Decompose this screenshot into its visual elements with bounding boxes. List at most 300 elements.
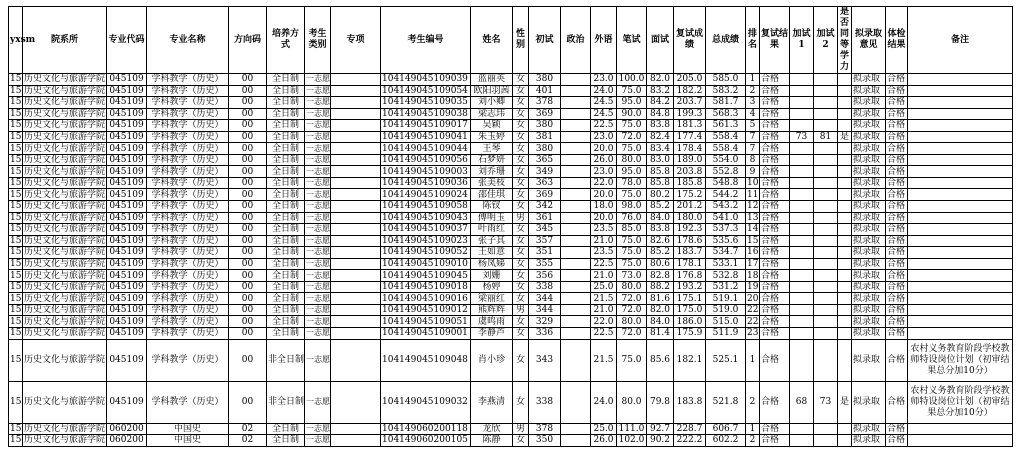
extra-test-2-cell [814,166,838,178]
admission-opinion-cell: 拟录取 [852,212,886,224]
physical-exam-cell: 合格 [886,270,908,282]
name-cell: 吴颖 [471,120,513,132]
yxsm-cell: 15 [10,189,22,200]
written-score-cell: 72.0 [617,131,647,143]
admission-opinion-cell: 拟录取 [852,339,886,381]
equivalent-degree-cell [838,270,852,282]
equivalent-degree-cell [838,224,852,236]
retest-result-cell: 合格 [760,166,790,178]
retest-score-cell: 178.6 [674,235,706,247]
department-cell: 历史文化与旅游学院 [24,259,106,270]
yxsm-cell: 15 [9,339,23,381]
name-cell: 梁志玮 [471,108,513,120]
direction-code-cell: 00 [229,131,267,143]
major-name-cell: 学科教学（历史） [147,201,229,213]
header-cell: 方向码 [229,7,267,74]
special-program-cell [331,143,381,155]
preliminary-score-cell: 378 [529,423,561,435]
extra-test-1-cell [790,235,814,247]
yxsm-cell: 15 [10,97,22,108]
major-name-cell: 学科教学（历史） [147,154,229,166]
admission-results-sheet [8,6,1012,447]
remarks-cell: 农村义务教育阶段学校教师特设岗位计划（初审结果总分加10分） [908,381,1013,423]
interview-score-cell: 90.2 [647,435,674,447]
candidate-id-cell: 104149045109041 [381,131,471,143]
retest-score-cell: 178.4 [674,143,706,155]
candidate-type-cell: 一志愿 [306,212,330,222]
physical-exam-cell: 合格 [886,97,908,109]
equivalent-degree-cell: 是 [838,131,852,143]
study-mode-cell: 全日制 [267,120,305,132]
equivalent-degree-cell [838,247,852,259]
candidate-type-cell: 一志愿 [306,282,330,292]
direction-code-cell: 00 [229,316,267,328]
retest-result-cell: 合格 [760,339,790,381]
candidate-id-cell: 104149060200118 [381,423,471,435]
study-mode-cell: 全日制 [267,224,305,236]
extra-test-1-cell [790,212,814,224]
yxsm-cell: 15 [10,143,22,154]
candidate-type-cell: 一志愿 [306,305,330,315]
total-score-cell: 568.3 [706,108,746,120]
yxsm-cell: 15 [10,132,22,142]
interview-score-cell: 80.2 [647,189,674,201]
candidate-id-cell: 104149060200105 [381,435,471,447]
header-cell: 外语 [591,7,617,74]
preliminary-score-cell: 380 [529,143,561,155]
candidate-id-cell: 104149045109024 [381,189,471,201]
major-code-cell: 045109 [107,235,147,247]
major-code-cell: 045109 [107,85,147,97]
study-mode-cell: 全日制 [267,270,305,282]
retest-score-cell: 175.0 [674,304,706,316]
name-cell: 梁丽红 [471,293,513,305]
preliminary-score-cell: 344 [529,293,561,305]
interview-score-cell: 83.8 [647,224,674,236]
remarks-cell [908,120,1013,132]
gender-cell: 女 [513,97,529,109]
retest-result-cell: 合格 [760,212,790,224]
politics-score-cell [561,189,591,201]
written-score-cell: 95.0 [617,97,647,109]
department-cell: 历史文化与旅游学院 [23,339,107,381]
equivalent-degree-cell [838,293,852,305]
direction-code-cell: 00 [229,85,267,97]
department-cell: 历史文化与旅游学院 [24,178,106,189]
header-cell: 笔试 [617,7,647,74]
retest-score-cell: 175.2 [674,189,706,201]
foreign-language-score-cell: 20.0 [591,143,617,155]
retest-result-cell: 合格 [760,177,790,189]
candidate-id-cell: 104149045109036 [381,177,471,189]
table-row [9,154,1013,166]
remarks-cell [908,235,1013,247]
yxsm-cell: 15 [10,85,22,96]
physical-exam-cell: 合格 [886,166,908,178]
name-cell: 叶雨红 [471,224,513,236]
foreign-language-score-cell: 21.5 [591,339,617,381]
direction-code-cell: 00 [229,212,267,224]
special-program-cell [331,339,381,381]
direction-code-cell: 00 [229,201,267,213]
preliminary-score-cell: 363 [529,177,561,189]
gender-cell: 女 [513,435,529,447]
candidate-id-cell: 104149045109038 [381,108,471,120]
rank-cell: 23 [747,328,759,339]
direction-code-cell: 00 [229,258,267,270]
name-cell: 龙欣 [471,423,513,435]
direction-code-cell: 00 [229,339,267,381]
extra-test-2-cell [814,189,838,201]
major-name-cell: 学科教学（历史） [147,293,229,305]
candidate-type-cell: 一志愿 [306,201,330,211]
preliminary-score-cell: 381 [529,131,561,143]
total-score-cell: 533.1 [706,258,746,270]
retest-result-cell: 合格 [760,316,790,328]
retest-result-cell: 合格 [760,328,790,340]
header-cell: 加试1 [790,7,814,74]
rank-cell: 1 [746,74,760,86]
major-code-cell: 045109 [107,293,147,305]
retest-score-cell: 175.9 [674,328,706,340]
extra-test-1-cell [790,328,814,340]
table-row [9,339,1013,381]
special-program-cell [331,293,381,305]
extra-test-2-cell [814,270,838,282]
remarks-cell [908,74,1013,86]
candidate-id-cell: 104149045109035 [381,97,471,109]
retest-score-cell: 182.2 [674,85,706,97]
candidate-id-cell: 104149045109018 [381,281,471,293]
remarks-cell [908,247,1013,259]
total-score-cell: 558.4 [706,143,746,155]
major-code-cell: 045109 [107,316,147,328]
admission-opinion-cell: 拟录取 [852,270,886,282]
major-name-cell: 学科教学（历史） [147,74,229,86]
candidate-type-cell: 一志愿 [306,247,330,257]
equivalent-degree-cell [838,258,852,270]
physical-exam-cell: 合格 [886,235,908,247]
retest-result-cell: 合格 [760,143,790,155]
extra-test-2-cell [814,143,838,155]
foreign-language-score-cell: 21.0 [591,235,617,247]
retest-result-cell: 合格 [760,281,790,293]
candidate-type-cell: 一志愿 [306,120,330,130]
physical-exam-cell: 合格 [886,74,908,86]
special-program-cell [331,154,381,166]
major-code-cell: 060200 [107,435,147,447]
rank-cell: 20 [747,293,759,304]
major-name-cell: 学科教学（历史） [147,381,229,423]
candidate-type-cell: 一志愿 [306,235,330,245]
study-mode-cell: 非全日制 [267,339,305,381]
politics-score-cell [561,270,591,282]
name-cell: 张子其 [471,235,513,247]
major-code-cell: 045109 [107,328,147,340]
admission-opinion-cell: 拟录取 [852,177,886,189]
major-name-cell: 中国史 [147,435,229,447]
physical-exam-cell: 合格 [886,189,908,201]
gender-cell: 女 [513,235,529,247]
preliminary-score-cell: 345 [529,224,561,236]
yxsm-cell: 15 [10,282,22,293]
candidate-type-cell: 一志愿 [306,328,330,338]
study-mode-cell: 全日制 [267,281,305,293]
study-mode-cell: 全日制 [267,85,305,97]
table-row [9,131,1013,143]
gender-cell: 男 [513,423,529,435]
extra-test-1-cell: 68 [790,381,814,423]
remarks-cell [908,258,1013,270]
foreign-language-score-cell: 26.0 [591,154,617,166]
header-cell: 复试成绩 [674,7,706,74]
yxsm-cell: 15 [10,178,22,189]
admission-opinion-cell: 拟录取 [852,381,886,423]
retest-result-cell: 合格 [760,189,790,201]
gender-cell: 女 [513,166,529,178]
physical-exam-cell: 合格 [886,435,908,447]
written-score-cell: 90.0 [617,108,647,120]
total-score-cell: 532.8 [706,270,746,282]
politics-score-cell [561,143,591,155]
candidate-id-cell: 104149045109043 [381,212,471,224]
equivalent-degree-cell [838,328,852,340]
retest-score-cell: 186.0 [674,316,706,328]
foreign-language-score-cell: 24.5 [591,108,617,120]
major-code-cell: 045109 [107,281,147,293]
major-name-cell: 学科教学（历史） [147,85,229,97]
equivalent-degree-cell [838,304,852,316]
major-code-cell: 060200 [107,423,147,435]
department-cell: 历史文化与旅游学院 [24,120,106,131]
header-cell: 体检结果 [886,7,908,74]
candidate-id-cell: 104149045109048 [381,339,471,381]
header-row [9,7,1013,74]
yxsm-cell: 15 [9,381,23,423]
candidate-type-cell: 一志愿 [306,423,330,433]
rank-cell: 13 [747,212,759,223]
department-cell: 历史文化与旅游学院 [24,270,106,281]
rank-cell: 22 [747,305,759,316]
remarks-cell [908,154,1013,166]
table-row [9,304,1013,316]
politics-score-cell [561,435,591,447]
department-cell: 历史文化与旅游学院 [24,108,106,119]
remarks-cell [908,97,1013,109]
candidate-id-cell: 104149045109056 [381,154,471,166]
special-program-cell [331,85,381,97]
admission-opinion-cell: 拟录取 [852,201,886,213]
table-row [9,247,1013,259]
admission-opinion-cell: 拟录取 [852,423,886,435]
gender-cell: 女 [513,120,529,132]
header-cell: 备注 [908,7,1013,74]
admission-opinion-cell: 拟录取 [852,435,886,447]
preliminary-score-cell: 356 [529,270,561,282]
retest-score-cell: 222.2 [674,435,706,447]
candidate-type-cell: 一志愿 [306,259,330,269]
study-mode-cell: 全日制 [267,189,305,201]
direction-code-cell: 02 [229,423,267,435]
remarks-cell [908,328,1013,340]
study-mode-cell: 全日制 [267,435,305,447]
extra-test-1-cell [790,97,814,109]
table-row [9,423,1013,435]
written-score-cell: 98.0 [617,201,647,213]
direction-code-cell: 00 [229,177,267,189]
candidate-type-cell: 一志愿 [306,224,330,234]
yxsm-cell: 15 [10,293,22,304]
retest-result-cell: 合格 [760,154,790,166]
rank-cell: 2 [746,435,760,447]
candidate-id-cell: 104149045109054 [381,85,471,97]
equivalent-degree-cell [838,316,852,328]
equivalent-degree-cell [838,435,852,447]
candidate-id-cell: 104149045109044 [381,143,471,155]
retest-score-cell: 189.0 [674,154,706,166]
preliminary-score-cell: 369 [529,189,561,201]
department-cell: 历史文化与旅游学院 [24,166,106,177]
extra-test-1-cell [790,74,814,86]
gender-cell: 女 [513,143,529,155]
candidate-id-cell: 104149045109003 [381,166,471,178]
preliminary-score-cell: 351 [529,247,561,259]
major-name-cell: 学科教学（历史） [147,328,229,340]
study-mode-cell: 全日制 [267,304,305,316]
politics-score-cell [561,131,591,143]
major-code-cell: 045109 [107,97,147,109]
rank-cell: 18 [747,270,759,281]
retest-score-cell: 201.2 [674,201,706,213]
retest-result-cell: 合格 [760,120,790,132]
preliminary-score-cell: 350 [529,435,561,447]
major-name-cell: 学科教学（历史） [147,339,229,381]
remarks-cell [908,435,1013,447]
candidate-id-cell: 104149045109016 [381,293,471,305]
gender-cell: 女 [513,293,529,305]
equivalent-degree-cell [838,85,852,97]
major-name-cell: 学科教学（历史） [147,224,229,236]
retest-result-cell: 合格 [760,201,790,213]
foreign-language-score-cell: 20.0 [591,212,617,224]
retest-result-cell: 合格 [760,224,790,236]
special-program-cell [331,189,381,201]
major-name-cell: 学科教学（历史） [147,304,229,316]
header-cell: 总成绩 [706,7,746,74]
candidate-id-cell: 104149045109001 [381,328,471,340]
extra-test-1-cell [790,270,814,282]
total-score-cell: 535.6 [706,235,746,247]
yxsm-cell: 15 [10,155,22,166]
remarks-cell [908,281,1013,293]
table-row [9,212,1013,224]
candidate-type-cell: 一志愿 [306,166,330,176]
table-row [9,108,1013,120]
foreign-language-score-cell: 23.5 [591,224,617,236]
politics-score-cell [561,281,591,293]
physical-exam-cell: 合格 [886,293,908,305]
direction-code-cell: 00 [229,304,267,316]
remarks-cell [908,270,1013,282]
major-name-cell: 学科教学（历史） [147,131,229,143]
direction-code-cell: 00 [229,281,267,293]
foreign-language-score-cell: 21.0 [591,304,617,316]
written-score-cell: 100.0 [617,74,647,86]
header-cell: 专业代码 [107,7,147,74]
preliminary-score-cell: 349 [529,166,561,178]
retest-score-cell: 203.7 [674,97,706,109]
foreign-language-score-cell: 23.0 [591,131,617,143]
preliminary-score-cell: 380 [529,74,561,86]
foreign-language-score-cell: 22.0 [591,177,617,189]
written-score-cell: 75.0 [617,120,647,132]
extra-test-2-cell [814,281,838,293]
special-program-cell [331,201,381,213]
candidate-type-cell: 一志愿 [306,435,330,445]
study-mode-cell: 全日制 [267,316,305,328]
retest-score-cell: 228.7 [674,423,706,435]
physical-exam-cell: 合格 [886,201,908,213]
gender-cell: 女 [513,108,529,120]
politics-score-cell [561,293,591,305]
extra-test-2-cell [814,224,838,236]
interview-score-cell: 82.0 [647,304,674,316]
written-score-cell: 75.0 [617,235,647,247]
foreign-language-score-cell: 21.5 [591,293,617,305]
equivalent-degree-cell: 是 [838,381,852,423]
major-code-cell: 045109 [107,304,147,316]
name-cell: 欧阳羽茜 [471,85,513,97]
major-code-cell: 045109 [107,339,147,381]
foreign-language-score-cell: 22.5 [591,328,617,340]
retest-score-cell: 205.0 [674,74,706,86]
written-score-cell: 80.0 [617,154,647,166]
interview-score-cell: 82.0 [647,74,674,86]
total-score-cell: 525.1 [706,339,746,381]
written-score-cell: 73.0 [617,270,647,282]
written-score-cell: 75.0 [617,85,647,97]
department-cell: 历史文化与旅游学院 [24,435,106,446]
rank-cell: 2 [746,85,760,97]
table-row [9,224,1013,236]
interview-score-cell: 85.8 [647,166,674,178]
interview-score-cell: 83.0 [647,154,674,166]
total-score-cell: 519.0 [706,304,746,316]
department-cell: 历史文化与旅游学院 [24,224,106,235]
physical-exam-cell: 合格 [886,120,908,132]
direction-code-cell: 00 [229,97,267,109]
table-row [9,281,1013,293]
retest-result-cell: 合格 [760,74,790,86]
header-cell: 院系所 [23,7,107,74]
foreign-language-score-cell: 23.0 [591,166,617,178]
retest-result-cell: 合格 [760,304,790,316]
preliminary-score-cell: 336 [529,328,561,340]
foreign-language-score-cell: 22.5 [591,258,617,270]
study-mode-cell: 全日制 [267,293,305,305]
extra-test-2-cell [814,328,838,340]
extra-test-2-cell [814,97,838,109]
admission-opinion-cell: 拟录取 [852,316,886,328]
politics-score-cell [561,74,591,86]
header-cell: 是否同等学力 [838,7,852,74]
direction-code-cell: 00 [229,143,267,155]
extra-test-2-cell [814,435,838,447]
admission-opinion-cell: 拟录取 [852,235,886,247]
major-name-cell: 学科教学（历史） [147,108,229,120]
physical-exam-cell: 合格 [886,143,908,155]
interview-score-cell: 84.8 [647,108,674,120]
